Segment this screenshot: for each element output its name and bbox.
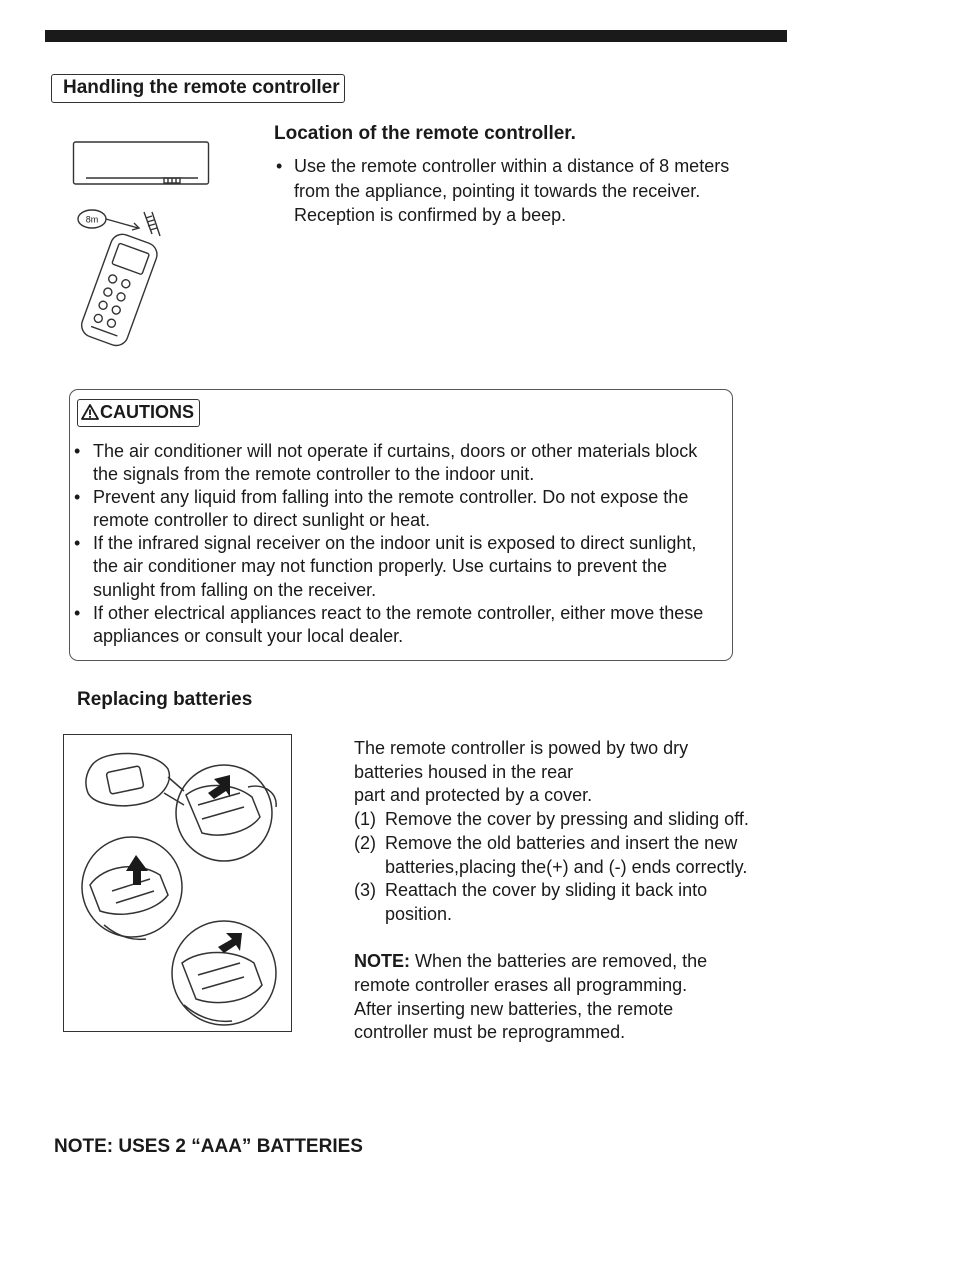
step-number: (3) bbox=[354, 880, 376, 901]
section-title: Handling the remote controller bbox=[51, 74, 345, 103]
note-text: When the batteries are removed, the bbox=[410, 951, 708, 972]
bullet-dot: • bbox=[74, 487, 81, 508]
battery-step bbox=[354, 879, 794, 926]
caution-text: The air conditioner will not operate if curtains, doors or other materials block the signals from the remote controller to the indoor unit. bbox=[93, 441, 698, 485]
caution-item bbox=[74, 440, 724, 486]
battery-note-line: After inserting new batteries, the remote bbox=[354, 998, 674, 1019]
battery-note-line bbox=[354, 950, 794, 974]
step-text: position. bbox=[385, 903, 453, 924]
cautions-list bbox=[74, 440, 724, 648]
battery-step bbox=[354, 832, 794, 879]
top-rule bbox=[45, 30, 787, 42]
bullet-dot: • bbox=[74, 533, 81, 554]
battery-note-line: remote controller erases all programming. bbox=[354, 975, 688, 996]
bullet-dot: • bbox=[74, 602, 81, 623]
indoor-unit-remote-illustration bbox=[72, 138, 210, 358]
step-number: (2) bbox=[354, 832, 376, 853]
step-text: Reattach the cover by sliding it back into bbox=[385, 880, 708, 901]
bullet-dot: • bbox=[74, 441, 81, 461]
warning-icon bbox=[81, 404, 99, 420]
step-text: Remove the old batteries and insert the new bbox=[385, 832, 738, 853]
location-bullet bbox=[274, 154, 744, 228]
battery-intro-line: batteries housed in the rear bbox=[354, 761, 574, 782]
battery-intro-line: part and protected by a cover. bbox=[354, 785, 593, 806]
battery-step bbox=[354, 808, 794, 832]
caution-text: If other electrical appliances react to the remote controller, either move these appliances or consult your local dealer. bbox=[93, 602, 704, 646]
caution-item bbox=[74, 532, 724, 601]
battery-replacement-illustration bbox=[63, 734, 292, 1032]
step-number: (1) bbox=[354, 809, 376, 830]
bullet-dot: • bbox=[276, 156, 283, 176]
step-text: batteries,placing the(+) and (-) ends correctly. bbox=[385, 856, 748, 877]
location-bullet-text: Use the remote controller within a distance of 8 meters from the appliance, pointing it towards the receiver. Reception is confirmed by a beep. bbox=[294, 156, 730, 225]
caution-item bbox=[74, 602, 724, 648]
battery-note-line: controller must be reprogrammed. bbox=[354, 1022, 626, 1043]
battery-type-note: NOTE: USES 2 “AAA” BATTERIES bbox=[54, 1136, 363, 1157]
replacing-batteries-title: Replacing batteries bbox=[77, 689, 253, 710]
step-text: Remove the cover by pressing and sliding off. bbox=[385, 809, 749, 830]
distance-label: 8m bbox=[85, 214, 99, 225]
caution-item bbox=[74, 486, 724, 532]
cautions-title: CAUTIONS bbox=[100, 402, 194, 422]
battery-instructions bbox=[354, 737, 794, 1045]
caution-text: If the infrared signal receiver on the indoor unit is exposed to direct sunlight, the air conditioner may not function properly. Use curtains to prevent the sunlight from falling on the receiver. bbox=[93, 533, 697, 600]
location-title: Location of the remote controller. bbox=[274, 123, 576, 144]
note-label: NOTE: bbox=[354, 951, 410, 972]
caution-text: Prevent any liquid from falling into the remote controller. Do not expose the remote controller to direct sunlight or heat. bbox=[93, 487, 689, 531]
cautions-heading bbox=[77, 399, 200, 427]
battery-intro-line: The remote controller is powed by two dry bbox=[354, 738, 689, 758]
